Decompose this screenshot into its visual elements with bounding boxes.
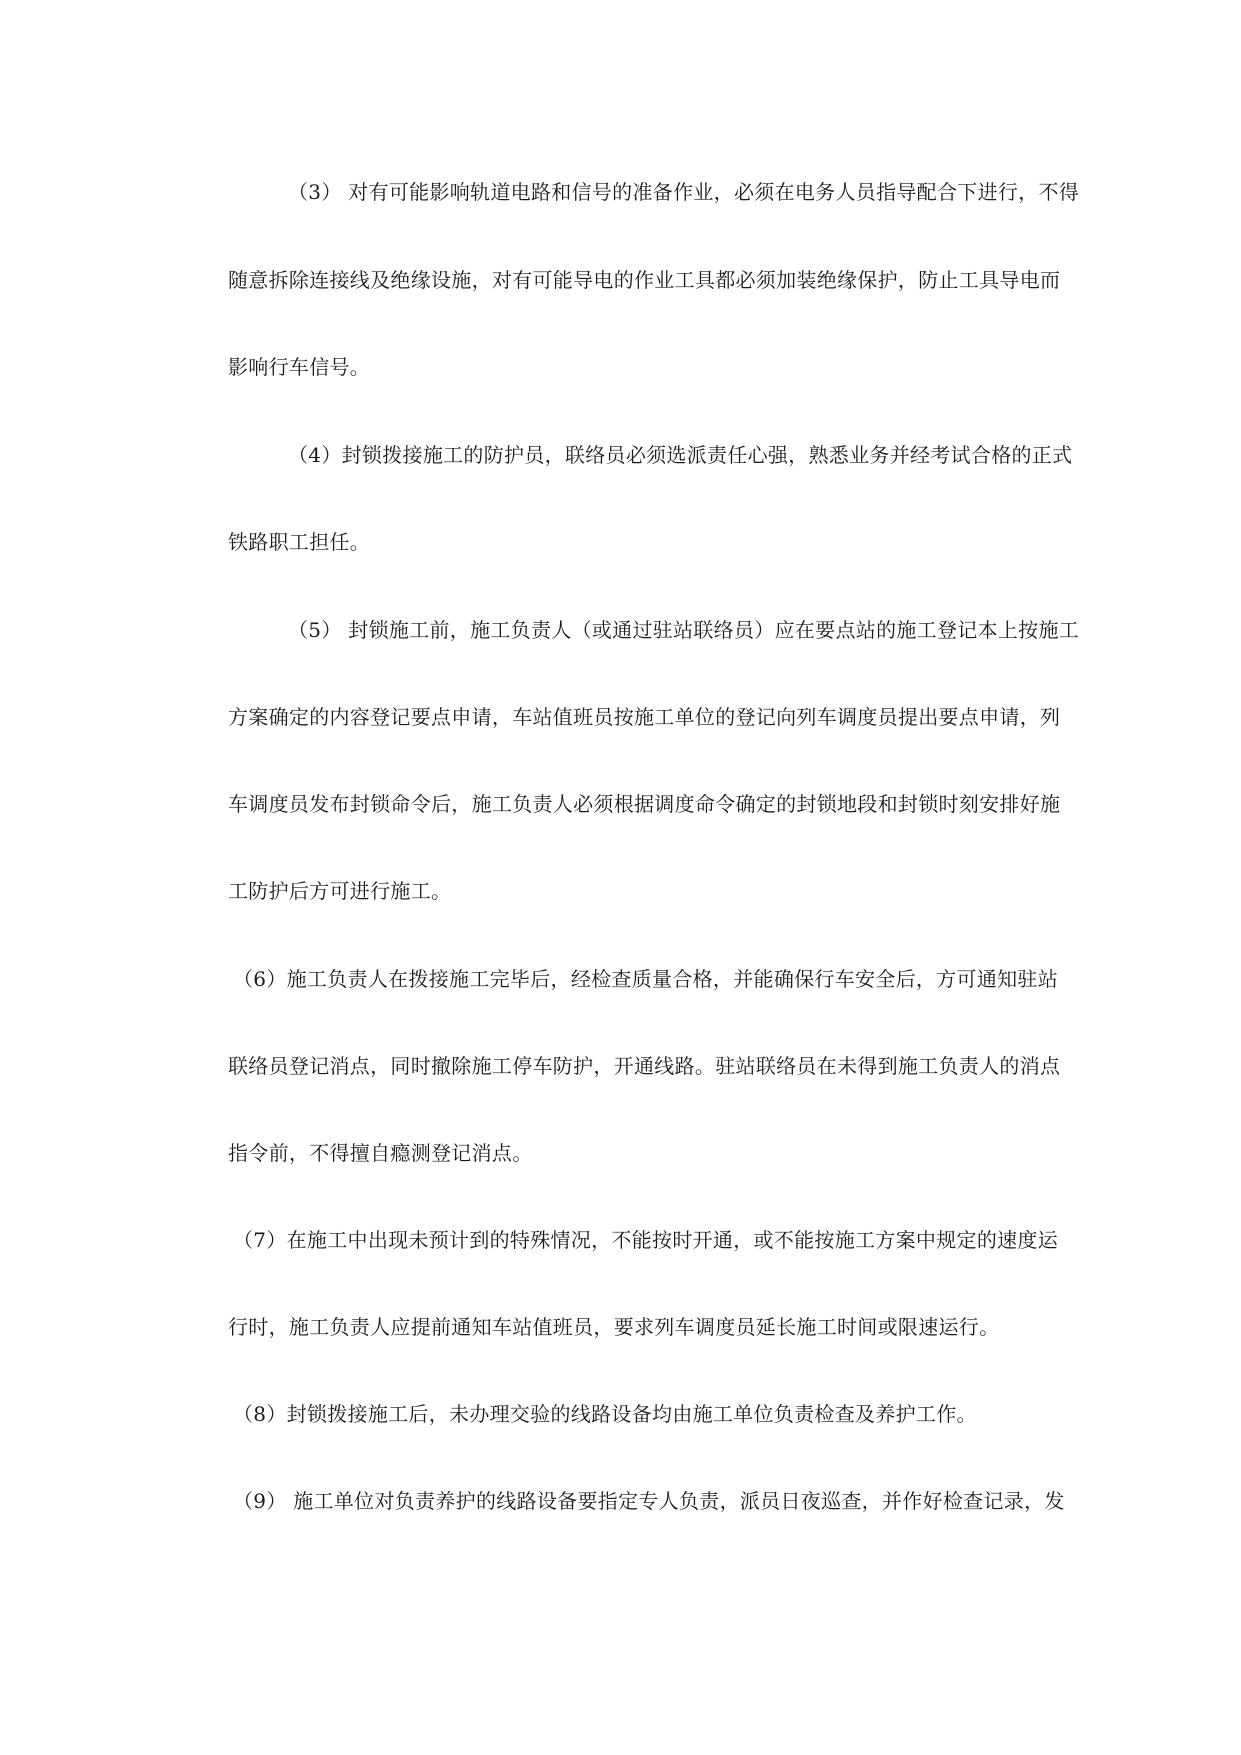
text-line: （7）在施工中出现未预计到的特殊情况，不能按时开通，或不能按施工方案中规定的速度运 [233,1228,1059,1252]
text-line: 行时，施工负责人应提前通知车站值班员，要求列车调度员延长施工时间或限速运行。 [228,1315,1000,1339]
text-line: （5） 封锁施工前，施工负责人（或通过驻站联络员）应在要点站的施工登记本上按施工 [288,618,1080,642]
text-line: 铁路职工担任。 [228,530,371,554]
text-line: （8）封锁拨接施工后，未办理交验的线路设备均由施工单位负责检查及养护工作。 [233,1402,977,1426]
text-line: 影响行车信号。 [228,355,371,379]
text-line: 工防护后方可进行施工。 [228,879,452,903]
text-line: 随意拆除连接线及绝缘设施，对有可能导电的作业工具都必须加装绝缘保护，防止工具导电而 [228,268,1061,292]
text-line: 指令前，不得擅自瘾测登记消点。 [228,1141,533,1165]
text-line: （3） 对有可能影响轨道电路和信号的准备作业，必须在电务人员指导配合下进行，不得 [288,180,1080,204]
text-line: （4）封锁拨接施工的防护员，联络员必须选派责任心强，熟悉业务并经考试合格的正式 [288,443,1073,467]
text-line: （9） 施工单位对负责养护的线路设备要指定专人负责，派员日夜巡查，并作好检查记录，发 [233,1489,1065,1513]
text-line: （6）施工负责人在拨接施工完毕后，经检查质量合格，并能确保行车安全后，方可通知驻站 [233,967,1059,991]
text-line: 车调度员发布封锁命令后，施工负责人必须根据调度命令确定的封锁地段和封锁时刻安排好施 [228,792,1061,816]
text-line: 联络员登记消点，同时撤除施工停车防护，开通线路。驻站联络员在未得到施工负责人的消点 [228,1054,1061,1078]
text-line: 方案确定的内容登记要点申请，车站值班员按施工单位的登记向列车调度员提出要点申请，列 [228,705,1061,729]
